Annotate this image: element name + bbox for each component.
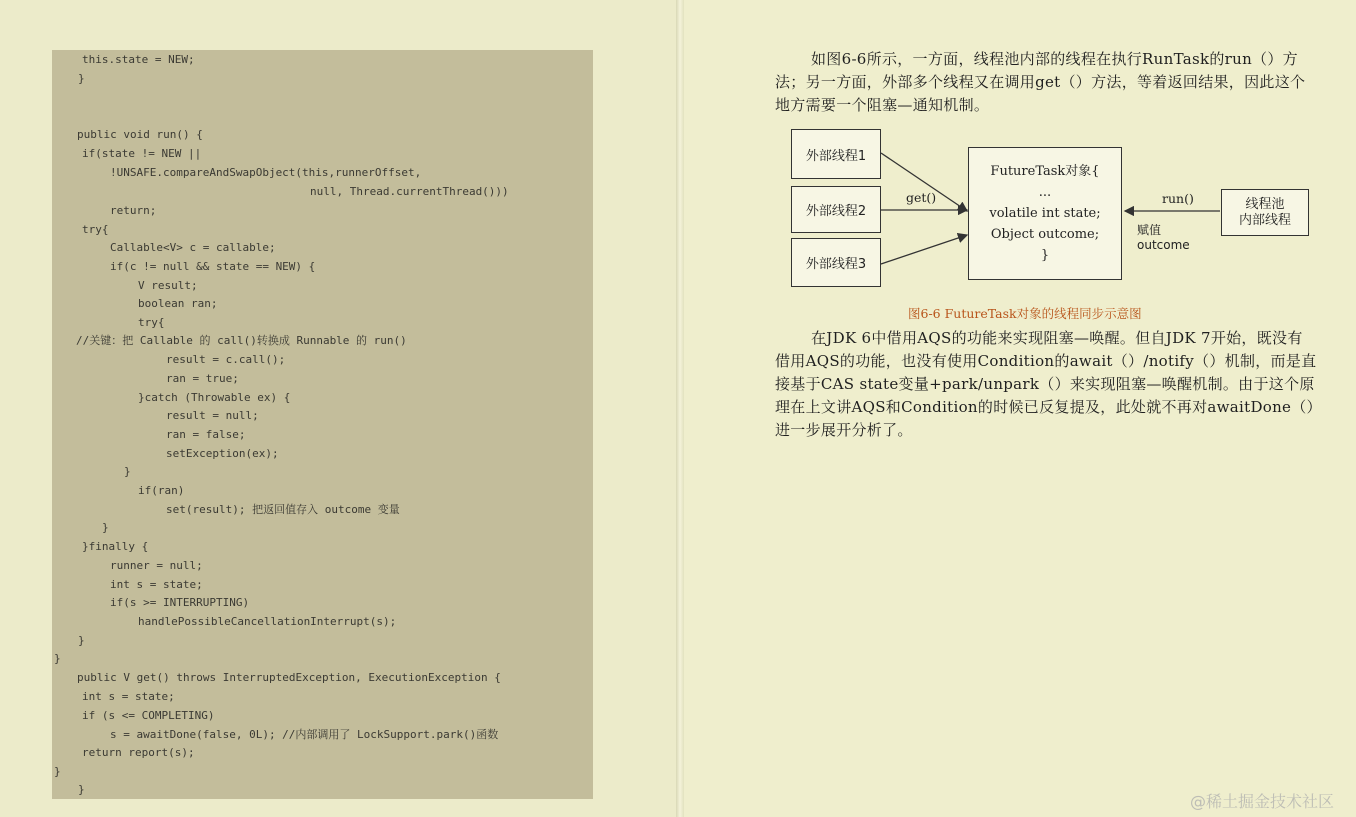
code-line: int s = state; [110,578,203,591]
code-line: s = awaitDone(false, 0L); //内部调用了 LockSupport.park()函数 [110,728,499,741]
code-line: } [54,652,61,665]
code-line: if(ran) [138,484,185,497]
code-line: this.state = NEW; [82,53,195,66]
external-thread-2-box: 外部线程2 [791,186,881,233]
run-label: run() [1162,191,1194,206]
code-line: result = c.call(); [166,353,286,366]
external-thread-3-box: 外部线程3 [791,238,881,287]
futuretask-line: ... [1038,185,1052,200]
pool-line: 线程池 [1245,196,1285,212]
futuretask-line: FutureTask对象{ [990,164,1100,179]
futuretask-line: Object outcome; [990,227,1100,242]
code-line: Callable<V> c = callable; [110,241,276,254]
code-line: runner = null; [110,559,203,572]
arrow-thread3 [881,235,967,264]
pool-line: 内部线程 [1238,212,1291,228]
code-line: return report(s); [82,746,195,759]
code-line: ran = true; [166,372,239,385]
code-line: } [78,634,85,647]
code-line: } [124,465,131,478]
code-line: } [78,72,85,85]
code-line: }finally { [82,540,149,553]
assign-outcome-label: 赋值outcome [1137,223,1190,252]
code-line: return; [110,204,157,217]
code-line: null, Thread.currentThread())) [310,185,509,198]
code-line: } [102,521,109,534]
code-line: public void run() { [77,128,203,141]
code-line: set(result); 把返回值存入 outcome 变量 [166,503,400,516]
code-line: V result; [138,279,198,292]
thread-pool-box [1221,189,1309,236]
code-comment: //关键：把 Callable 的 call()转换成 Runnable 的 run() [76,334,407,347]
code-line: ran = false; [166,428,246,441]
paragraph-explanation: 在JDK 6中借用AQS的功能来实现阻塞—唤醒。但自JDK 7开始，既没有借用AQS的功能，也没有使用Condition的await（）/notify（）机制，而是直接基于CAS state变量+park/unpark（）来实现阻塞—唤醒机制。由于这个原理在上文讲AQS和Condition的时候已反复提及，此处就不再对awaitDone（）进一步展开分析了。 [775,329,1317,439]
futuretask-object-box [968,147,1122,280]
code-line: int s = state; [82,690,175,703]
paragraph-intro: 如图6-6所示，一方面，线程池内部的线程在执行RunTask的run（）方法；另一方面，外部多个线程又在调用get（）方法，等着返回结果，因此这个地方需要一个阻塞—通知机制。 [775,50,1306,114]
watermark: @稀土掘金技术社区 [1190,792,1335,811]
code-line: try{ [82,223,109,236]
code-line: if (s <= COMPLETING) [82,709,215,722]
book-gutter [676,0,684,817]
code-line: !UNSAFE.compareAndSwapObject(this,runnerOffset, [110,166,422,179]
code-line: } [78,783,85,796]
code-line: result = null; [166,409,259,422]
code-line: }catch (Throwable ex) { [138,391,291,404]
code-line: try{ [138,316,165,329]
code-line: if(s >= INTERRUPTING) [110,596,250,609]
futuretask-line: } [1040,248,1050,263]
code-line: setException(ex); [166,447,279,460]
code-line: } [54,765,61,778]
figure-caption: 图6-6 FutureTask对象的线程同步示意图 [908,306,1142,321]
futuretask-line: volatile int state; [989,206,1101,221]
code-line: boolean ran; [138,297,218,310]
code-line: public V get() throws InterruptedException, ExecutionException { [77,671,501,684]
external-thread-1-box: 外部线程1 [791,129,881,179]
get-label: get() [906,190,937,205]
code-line: if(state != NEW || [82,147,202,160]
code-line: handlePossibleCancellationInterrupt(s); [138,615,397,628]
code-line: if(c != null && state == NEW) { [110,260,316,273]
code-listing [52,50,593,799]
